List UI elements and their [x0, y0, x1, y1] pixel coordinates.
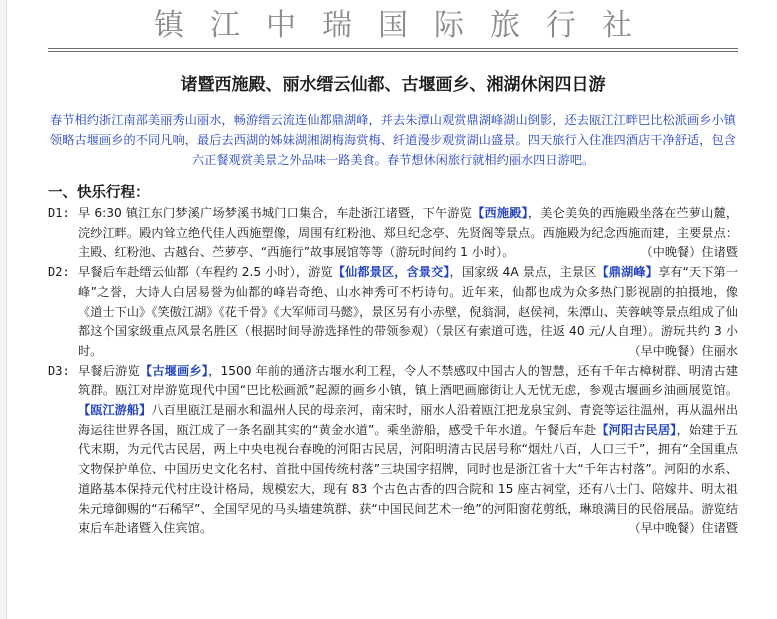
day-text: 早餐后游览 [78, 363, 140, 378]
day-3 [48, 362, 738, 539]
trip-title: 诸暨西施殿、丽水缙云仙都、古堰画乡、湘湖休闲四日游 [180, 75, 606, 95]
meal-and-lodging: （早中晚餐）住诸暨 [628, 521, 738, 536]
meal-and-lodging: （中晚餐）住诸暨 [640, 245, 738, 260]
agency-name: 镇江中瑞国际旅行社 [154, 8, 658, 43]
day-text: 早 6:30 镇江东门梦溪广场梦溪书城门口集合，车赴浙江诸暨，下午游览 [78, 206, 473, 220]
highlight-attraction: 【仙都景区，含景交】 [332, 265, 450, 280]
highlight-attraction: 【古堰画乡】 [139, 363, 209, 378]
day-label: D1: [48, 206, 70, 220]
day-text: ，国家级 4A 景点，主景区 [449, 265, 597, 280]
section-heading: 一、快乐行程： [48, 185, 150, 201]
highlight-attraction: 【瓯江游船】 [78, 403, 152, 418]
day-2 [48, 263, 738, 362]
left-ruler [0, 0, 7, 619]
day-1 [48, 204, 738, 263]
day-text: 早餐后车赴缙云仙都（车程约 2.5 小时），游览 [78, 265, 333, 280]
highlight-attraction: 【鼎湖峰】 [596, 265, 658, 280]
day-description [78, 204, 738, 263]
day-text: ，美仑美奂的西施殿坐落在苎萝山麓，浣纱江畔。殿内耸立绝代佳人西施塑像，周围有红粉池、郑旦纪念亭、先贤阁等景点。西施殿为纪念西施而建，主要景点：主殿、红粉池、古越台、苎萝亭、“西施行”故事展馆等等（游玩时间约 1 小时）。 [78, 206, 739, 260]
highlight-attraction: 【西施殿】 [472, 206, 528, 220]
day-text: 八百里瓯江是丽水和温州人民的母亲河，南宋时，丽水人沿着瓯江把龙泉宝剑、青瓷等运往温州，再从温州出海运往世界各国，瓯江成了一条名副其实的“黄金水道”。乘坐游船，感受千年水道。午餐后车赴 [78, 403, 739, 437]
day-text: ，始建于五代末期，为元代古民居，两上中央电视台春晚的河阳古民居，河阳明清古民居号称“烟灶八百，人口三千”，拥有“全国重点文物保护单位、中国历史文化名村、首批中国传统村落”三块国字招牌，同时也是浙江省十大“千年古村落”。河阳的水系、道路基本保持元代村庄设计格局，规模宏大，现有 83 个古色古香的四合院和 15 座古祠堂，还有八士门、陪嫁井、明太祖朱元璋御赐的“石稀罕”、全国罕见的马头墙建筑群、获“中国民间艺术一绝”的河阳窗花剪纸，琳琅满目的民俗展品。游览结束后车赴诸暨入住宾馆。 [78, 422, 738, 536]
intro-paragraph: 春节相约浙江南部美丽秀山丽水，畅游缙云流连仙都鼎湖峰，并去朱潭山观赏鼎湖峰湖山倒影，还去瓯江江畔巴比松派画乡小镇领略古堰画乡的不同凡响，最后去西湖的姊妹湖湘湖梅海赏梅、纤道漫步观赏湖山盛景。四天旅行入住准四酒店干净舒适，包含六正餐观赏美景之外品味一路美食。春节想休闲旅行就相约丽水四日游吧。 [50, 113, 736, 167]
day-description [78, 362, 738, 539]
itinerary [48, 204, 738, 539]
day-label: D2: [48, 265, 70, 280]
day-description [78, 263, 738, 362]
highlight-attraction: 【河阳古民居】 [596, 422, 677, 437]
day-text: ，1500 年前的通济古堰水利工程，令人不禁感叹中国古人的智慧，还有千年古樟树群、明清古建筑群。瓯江对岸游览现代中国“巴比松画派”起源的画乡小镇，镇上酒吧画廊街让人无忧无虑，参观古堰画乡油画展览馆。 [78, 363, 739, 398]
meal-and-lodging: （早中晚餐）住丽水 [628, 343, 738, 358]
header-divider [48, 48, 738, 52]
document-page [48, 0, 738, 539]
day-label: D3: [48, 363, 70, 378]
day-text: 享有“天下第一峰”之誉，大诗人白居易誉为仙都的峰岩奇绝、山水神秀可不朽诗句。近年来，仙都也成为众多热门影视剧的拍摄地，像《道士下山》《笑傲江湖》《花千骨》《大军师司马懿》，景区另有小赤壁，倪翁洞，赵侯祠，朱潭山、芙蓉峡等景点组成了仙都这个国家级重点风景名胜区（根据时间导游选择性的带领参观）（景区有索道可选，往返 40 元/人自理）。游玩共约 3 小时。 [78, 265, 739, 358]
